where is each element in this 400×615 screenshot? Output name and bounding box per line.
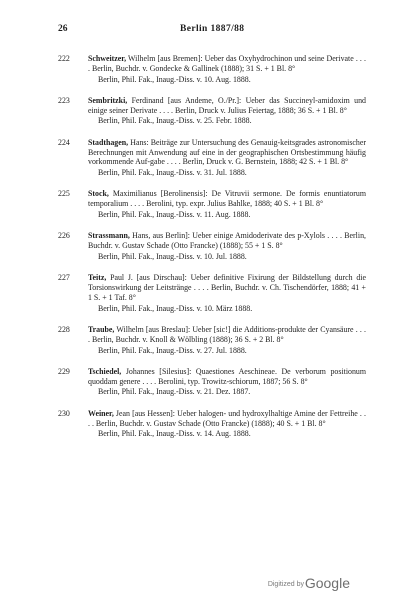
entry-number: 228 <box>58 324 70 334</box>
entry-citation: Maximilianus [Berolinensis]: De Vitruvii sermone. De formis enuntiatorum temporalium . . . . Berolini, typ. expr. Julius Bahlke, 1888; 40 S. + 1 Bl. 8° <box>88 189 366 209</box>
entry-thesis-note: Berlin, Phil. Fak., Inaug.-Diss. v. 21. Dez. 1887. <box>98 387 251 397</box>
entry-body <box>88 273 366 302</box>
entry-author: Sembritzki, <box>88 95 128 105</box>
entry-thesis-note: Berlin, Phil. Fak., Inaug.-Diss. v. 14. Aug. 1888. <box>98 429 251 439</box>
bibliography-entry <box>58 273 366 313</box>
entry-body <box>88 96 366 116</box>
bibliography-entry <box>58 189 366 219</box>
entry-citation: Hans: Beiträge zur Untersuchung des Genauig-keitsgrades astronomischer Berechnungen mit Anwendung auf eine in der geographischen Ortsbestimmung häufig vorkommende Auf-gabe . . . . Berlin, Druck v. G. Bernstein, 1888; 42 S. + 1 Bl. 8° <box>88 137 366 167</box>
entry-body <box>88 409 366 429</box>
bibliography-entry <box>58 409 366 439</box>
entry-body <box>88 189 366 209</box>
entry-thesis-note: Berlin, Phil. Fak., Inaug.-Diss. v. 27. Jul. 1888. <box>98 345 247 355</box>
entry-thesis-note: Berlin, Phil. Fak., Inaug.-Diss. v. 31. Jul. 1888. <box>98 168 247 178</box>
entry-thesis-note: Berlin, Phil. Fak., Inaug.-Diss. v. 10. März 1888. <box>98 303 253 313</box>
entry-body <box>88 367 366 387</box>
entry-number: 223 <box>58 95 70 105</box>
entry-citation: Johannes [Silesius]: Quaestiones Aeschineae. De verborum positionum quoddam genere . . . . Berolini, typ. Trowitz-schiorum, 1887; 56 S. 8° <box>88 366 366 386</box>
running-title: Berlin 1887/88 <box>180 24 245 34</box>
entry-citation: Wilhelm [aus Breslau]: Ueber [sic!] die Additions-produkte der Cyansäure . . . . Berlin, Buchdr. v. Knoll & Wölbling (1888); 36 S. + 2 Bl. 8° <box>88 324 366 344</box>
bibliography-entry <box>58 54 366 84</box>
entry-author: Teitz, <box>88 273 107 283</box>
entry-thesis-note: Berlin, Phil. Fak., Inaug.-Diss. v. 25. Febr. 1888. <box>98 116 252 126</box>
bibliography-entry <box>58 367 366 397</box>
entry-number: 226 <box>58 231 70 241</box>
entry-author: Schweitzer, <box>88 54 127 63</box>
bibliography-entries <box>58 54 366 451</box>
entry-citation: Hans, aus Berlin]: Ueber einige Amidoderivate des p-Xylols . . . . Berlin, Buchdr. v. Gustav Schade (Otto Francke) (1888); 55 + 1 S. 8° <box>88 231 366 251</box>
entry-body <box>88 138 366 167</box>
page-number: 26 <box>58 24 68 34</box>
entry-number: 225 <box>58 189 70 199</box>
entry-thesis-note: Berlin, Phil. Fak., Inaug.-Diss. v. 10. Aug. 1888. <box>98 74 251 84</box>
entry-number: 230 <box>58 408 70 418</box>
entry-body <box>88 325 366 345</box>
bibliography-entry <box>58 325 366 355</box>
entry-body <box>88 231 366 251</box>
bibliography-entry <box>58 96 366 126</box>
entry-citation: Jean [aus Hessen]: Ueber halogen- und hydroxylhaltige Amine der Fettreihe . . . . Berlin, Buchdr. v. Gustav Schade (Otto Francke) (1888); 40 S. + 1 Bl. 8° <box>88 408 366 428</box>
entry-number: 227 <box>58 273 70 283</box>
entry-thesis-note: Berlin, Phil. Fak., Inaug.-Diss. v. 10. Jul. 1888. <box>98 251 247 261</box>
bibliography-entry <box>58 231 366 261</box>
page-header <box>58 24 358 36</box>
entry-author: Stadthagen, <box>88 137 129 147</box>
entry-body <box>88 54 366 74</box>
entry-number: 222 <box>58 54 70 63</box>
bibliography-entry <box>58 138 366 178</box>
entry-citation: Wilhelm [aus Bremen]: Ueber das Oxyhydrochinon und seine Derivate . . . . Berlin, Buchdr. v. Gondecke & Gallinek (1888); 31 S. + 1 Bl. 8° <box>88 54 366 73</box>
watermark-prefix: Digitized by <box>267 581 304 588</box>
digitization-watermark <box>230 569 350 591</box>
google-logo: Google <box>304 575 350 591</box>
entry-author: Tschiedel, <box>88 366 122 376</box>
entry-citation: Paul J. [aus Dirschau]: Ueber definitive Fixirung der Bildstellung durch die Torsionswirkung der Leitstränge . . . . Berlin, Buchdr. v. Ch. Tischendörfer, 1888; 41 + 1 S. + 1 Taf. 8° <box>88 273 366 302</box>
entry-author: Strassmann, <box>88 231 130 241</box>
entry-number: 224 <box>58 137 70 147</box>
entry-citation: Ferdinand [aus Andeme, O./Pr.]: Ueber das Succineyl-amidoxim und einige seiner Derivate . . . . Berlin, Druck v. Julius Feiertag, 1888; 36 S. + 1 Bl. 8° <box>88 95 366 115</box>
entry-number: 229 <box>58 366 70 376</box>
entry-author: Traube, <box>88 324 115 334</box>
entry-author: Stock, <box>88 189 109 199</box>
entry-thesis-note: Berlin, Phil. Fak., Inaug.-Diss. v. 11. Aug. 1888. <box>98 210 251 220</box>
entry-author: Weiner, <box>88 408 114 418</box>
